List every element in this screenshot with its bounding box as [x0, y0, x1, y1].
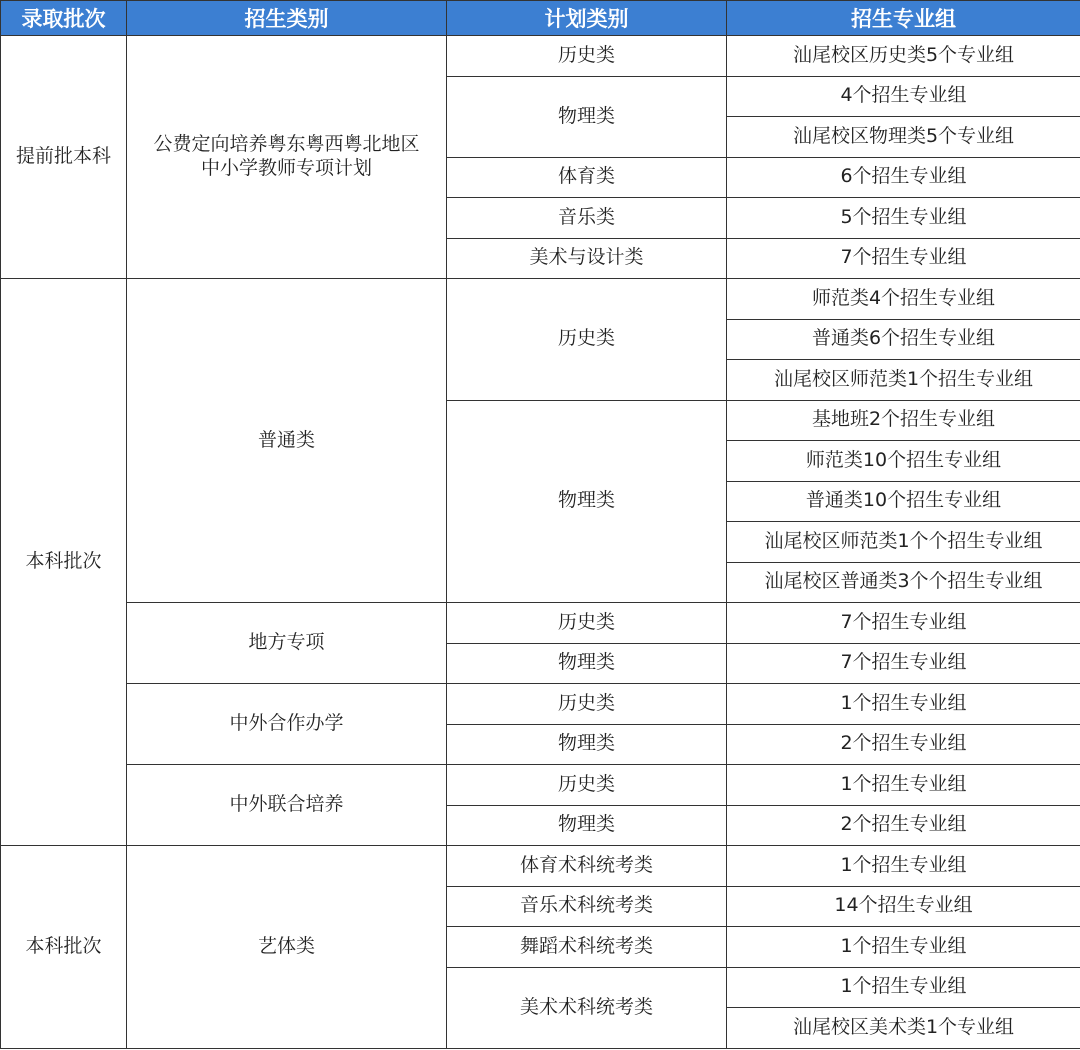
- group-cell: 2个招生专业组: [727, 724, 1080, 765]
- category-cell: 中外合作办学: [127, 684, 447, 765]
- category-cell: 艺体类: [127, 846, 447, 1049]
- category-cell: [127, 36, 447, 279]
- category-line: 公费定向培养粤东粤西粤北地区: [153, 133, 420, 156]
- table-row: [1, 36, 1080, 77]
- group-cell: 7个招生专业组: [727, 643, 1080, 684]
- table-row: [1, 279, 1080, 320]
- plan-cell: 音乐术科统考类: [447, 886, 727, 927]
- category-cell: 地方专项: [127, 603, 447, 684]
- group-cell: 汕尾校区师范类1个招生专业组: [727, 360, 1080, 401]
- header-batch: 录取批次: [1, 1, 127, 36]
- group-cell: 汕尾校区历史类5个专业组: [727, 36, 1080, 77]
- group-cell: 1个招生专业组: [727, 967, 1080, 1008]
- group-cell: 6个招生专业组: [727, 157, 1080, 198]
- table-row: [1, 603, 1080, 644]
- table-row: [1, 765, 1080, 806]
- group-cell: 汕尾校区师范类1个个招生专业组: [727, 522, 1080, 563]
- header-row: [1, 1, 1080, 36]
- group-cell: 1个招生专业组: [727, 684, 1080, 725]
- category-cell: 中外联合培养: [127, 765, 447, 846]
- group-cell: 14个招生专业组: [727, 886, 1080, 927]
- header-plan: 计划类别: [447, 1, 727, 36]
- batch-cell: 本科批次: [1, 279, 127, 846]
- group-cell: 基地班2个招生专业组: [727, 400, 1080, 441]
- plan-cell: 物理类: [447, 724, 727, 765]
- plan-cell: 物理类: [447, 643, 727, 684]
- plan-cell: 物理类: [447, 805, 727, 846]
- group-cell: 师范类4个招生专业组: [727, 279, 1080, 320]
- table-row: [1, 684, 1080, 725]
- plan-cell: 舞蹈术科统考类: [447, 927, 727, 968]
- header-category: 招生类别: [127, 1, 447, 36]
- plan-cell: 物理类: [447, 400, 727, 603]
- plan-cell: 历史类: [447, 765, 727, 806]
- category-cell: 普通类: [127, 279, 447, 603]
- plan-cell: 音乐类: [447, 198, 727, 239]
- plan-cell: 美术术科统考类: [447, 967, 727, 1048]
- plan-cell: 体育术科统考类: [447, 846, 727, 887]
- batch-cell: 提前批本科: [1, 36, 127, 279]
- group-cell: 汕尾校区物理类5个专业组: [727, 117, 1080, 158]
- group-cell: 7个招生专业组: [727, 603, 1080, 644]
- plan-cell: 历史类: [447, 603, 727, 644]
- group-cell: 汕尾校区普通类3个个招生专业组: [727, 562, 1080, 603]
- group-cell: 汕尾校区美术类1个专业组: [727, 1008, 1080, 1049]
- group-cell: 5个招生专业组: [727, 198, 1080, 239]
- plan-cell: 美术与设计类: [447, 238, 727, 279]
- group-cell: 7个招生专业组: [727, 238, 1080, 279]
- group-cell: 1个招生专业组: [727, 927, 1080, 968]
- group-cell: 普通类6个招生专业组: [727, 319, 1080, 360]
- category-line: 中小学教师专项计划: [200, 157, 372, 179]
- plan-cell: 历史类: [447, 36, 727, 77]
- plan-cell: 历史类: [447, 684, 727, 725]
- group-cell: 4个招生专业组: [727, 76, 1080, 117]
- table-row: [1, 846, 1080, 887]
- plan-cell: 历史类: [447, 279, 727, 401]
- group-cell: 1个招生专业组: [727, 846, 1080, 887]
- header-group: 招生专业组: [727, 1, 1080, 36]
- group-cell: 师范类10个招生专业组: [727, 441, 1080, 482]
- plan-cell: 体育类: [447, 157, 727, 198]
- group-cell: 2个招生专业组: [727, 805, 1080, 846]
- group-cell: 普通类10个招生专业组: [727, 481, 1080, 522]
- plan-cell: 物理类: [447, 76, 727, 157]
- batch-cell: 本科批次: [1, 846, 127, 1049]
- group-cell: 1个招生专业组: [727, 765, 1080, 806]
